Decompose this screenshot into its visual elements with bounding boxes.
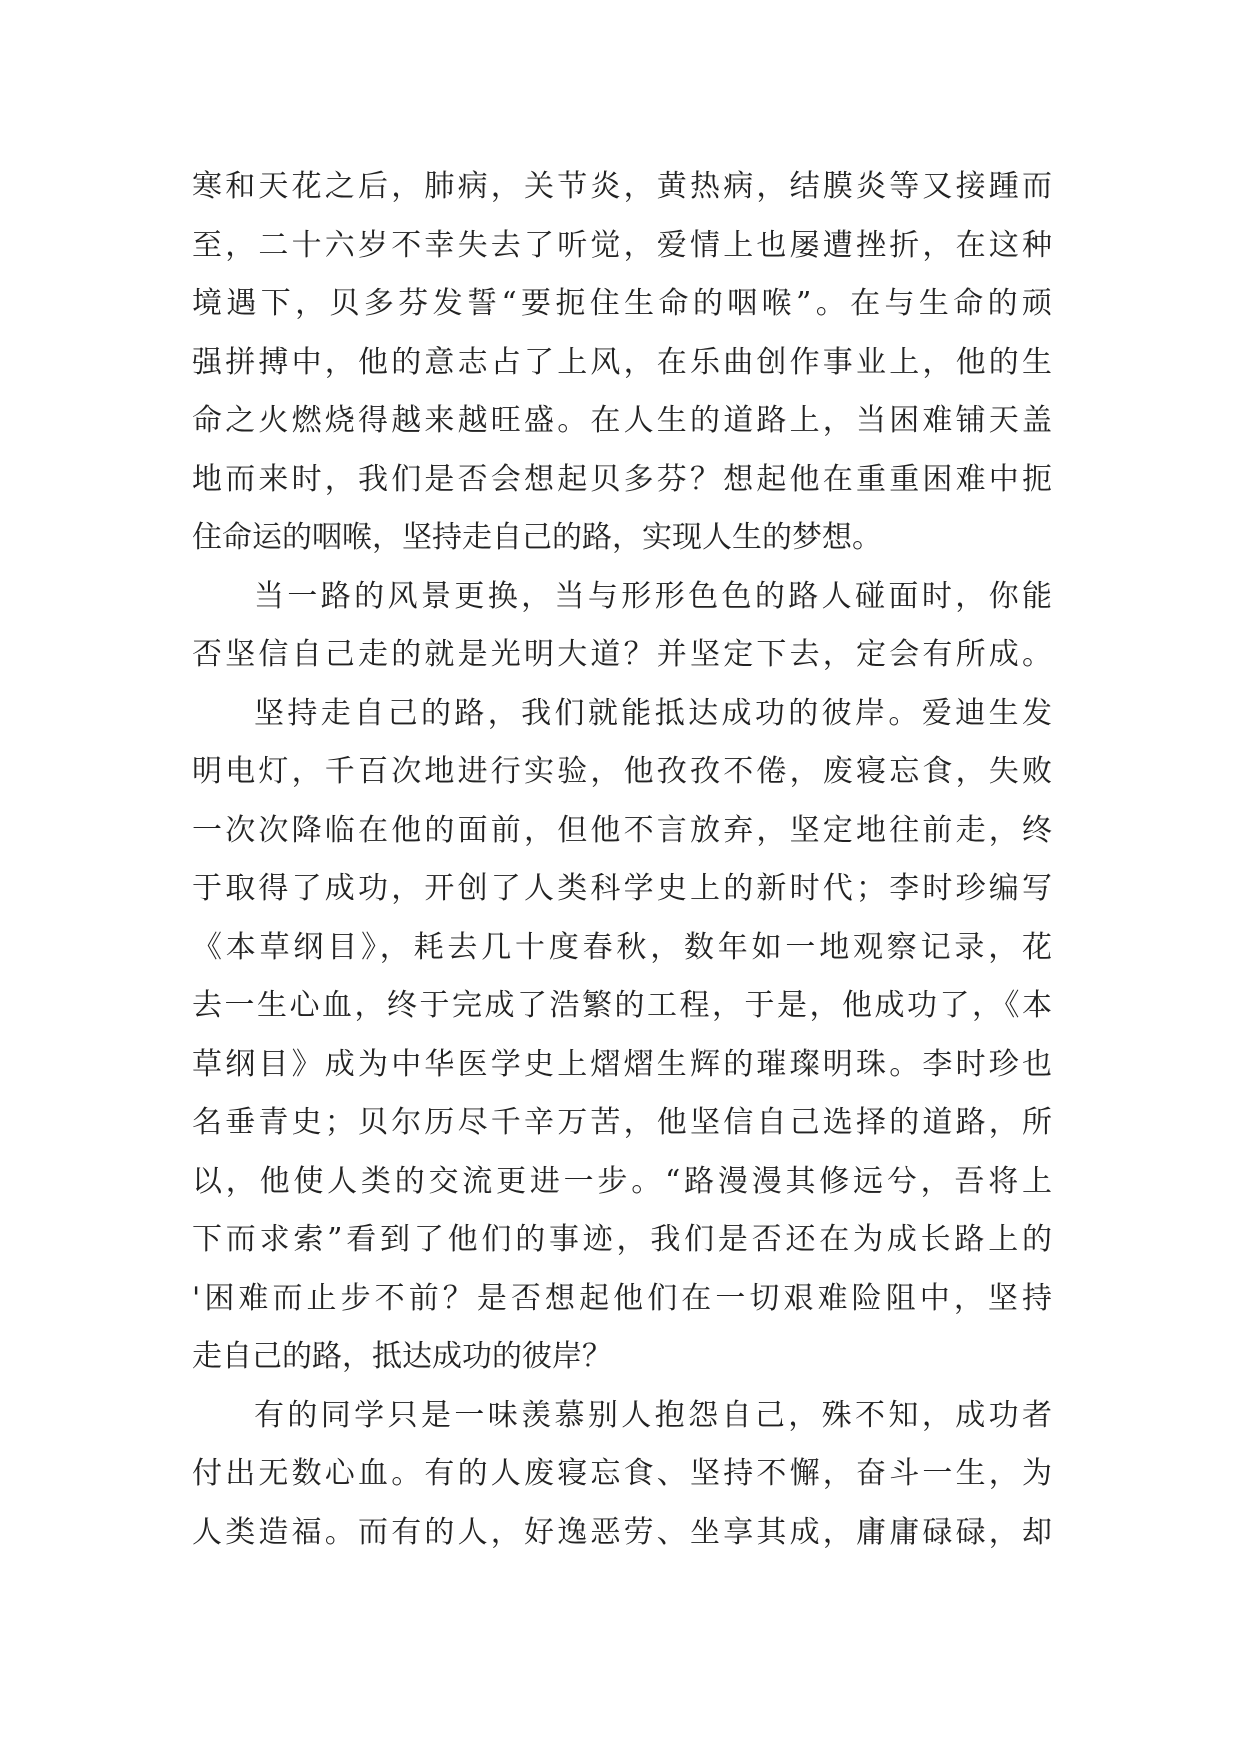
- text-line: 下而求索”看到了他们的事迹，我们是否还在为成长路上的: [192, 1222, 1052, 1257]
- text-line: 人类造福。而有的人，好逸恶劳、坐享其成，庸庸碌碌，却: [192, 1514, 1052, 1550]
- text-line: 一次次降临在他的面前，但他不言放弃，坚定地往前走，终: [192, 812, 1052, 848]
- text-line: 否坚信自己走的就是光明大道？并坚定下去，定会有所成。: [192, 637, 1052, 672]
- text-line: 境遇下，贝多芬发誓“要扼住生命的咽喉”。在与生命的顽: [192, 286, 1052, 321]
- text-line: 至，二十六岁不幸失去了听觉，爱情上也屡遭挫折，在这种: [192, 227, 1052, 263]
- text-line: '困难而止步不前？是否想起他们在一切艰难险阻中，坚持: [192, 1280, 1052, 1316]
- text-line: 《本草纲目》，耗去几十度春秋，数年如一地观察记录，花: [192, 929, 1052, 965]
- text-line: 明电灯，千百次地进行实验，他孜孜不倦，废寝忘食，失败: [192, 754, 1052, 789]
- document-body: [192, 158, 1052, 1562]
- text-line: 强拼搏中，他的意志占了上风，在乐曲创作事业上，他的生: [192, 344, 1052, 380]
- text-line: 地而来时，我们是否会想起贝多芬？想起他在重重困难中扼: [192, 461, 1052, 497]
- text-line: 付出无数心血。有的人废寝忘食、坚持不懈，奋斗一生，为: [192, 1456, 1052, 1491]
- text-line: 走自己的路，抵达成功的彼岸？: [192, 1339, 612, 1374]
- text-line: 当一路的风景更换，当与形形色色的路人碰面时，你能: [254, 578, 1052, 614]
- text-line: 坚持走自己的路，我们就能抵达成功的彼岸。爱迪生发: [254, 695, 1052, 731]
- text-line: 名垂青史；贝尔历尽千辛万苦，他坚信自己选择的道路，所: [192, 1105, 1052, 1140]
- text-line: 草纲目》成为中华医学史上熠熠生辉的璀璨明珠。李时珍也: [192, 1046, 1052, 1082]
- text-line: 去一生心血，终于完成了浩繁的工程，于是，他成功了，《本: [192, 988, 1052, 1023]
- text-line: 以，他使人类的交流更进一步。“路漫漫其修远兮，吾将上: [192, 1163, 1052, 1199]
- text-line: 住命运的咽喉，坚持走自己的路，实现人生的梦想。: [192, 520, 882, 555]
- text-line: 有的同学只是一味羡慕别人抱怨自己，殊不知，成功者: [254, 1397, 1052, 1433]
- text-line: 寒和天花之后，肺病，关节炎，黄热病，结膜炎等又接踵而: [192, 169, 1052, 204]
- text-line: 命之火燃烧得越来越旺盛。在人生的道路上，当困难铺天盖: [192, 403, 1052, 438]
- text-line: 于取得了成功，开创了人类科学史上的新时代；李时珍编写: [192, 871, 1052, 906]
